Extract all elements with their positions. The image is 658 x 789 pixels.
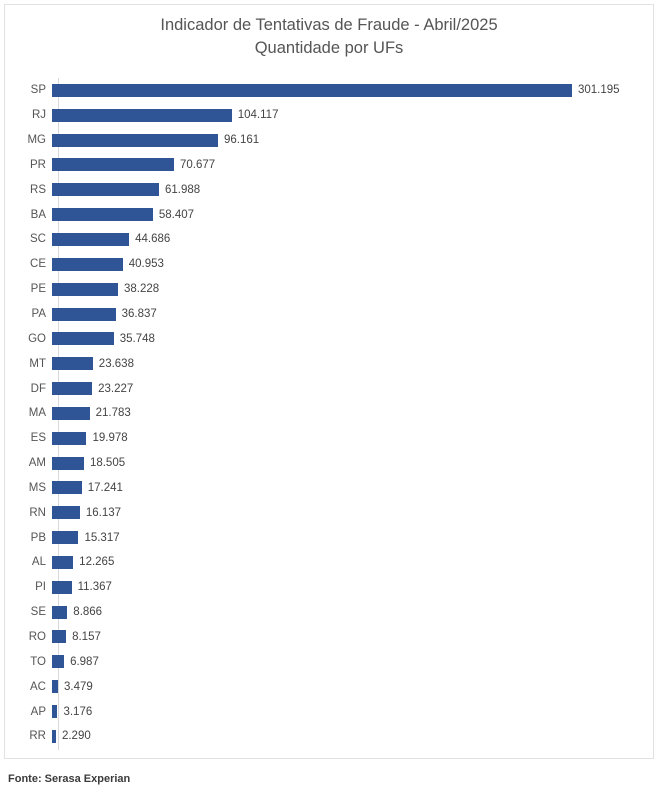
bar-value-label: 301.195 bbox=[578, 84, 620, 97]
category-label: MS bbox=[28, 481, 46, 494]
bar-value-label: 38.228 bbox=[123, 283, 160, 296]
bar bbox=[52, 158, 174, 171]
bar-track bbox=[52, 649, 650, 674]
bar-value-label: 70.677 bbox=[180, 158, 216, 171]
category-label: RN bbox=[29, 506, 46, 519]
category-label: AL bbox=[31, 556, 46, 569]
category-label: TO bbox=[30, 655, 46, 668]
bar-track bbox=[52, 202, 650, 227]
bar-value-label: 21.783 bbox=[95, 407, 131, 420]
bar bbox=[52, 581, 72, 594]
bar-track bbox=[52, 625, 650, 650]
bar-value-label: 17.241 bbox=[87, 481, 123, 494]
bar-row bbox=[8, 426, 650, 451]
bar bbox=[52, 556, 73, 569]
bar-row bbox=[8, 625, 650, 650]
bar-row bbox=[8, 277, 650, 302]
bar-track bbox=[52, 128, 650, 153]
bar bbox=[52, 680, 58, 693]
bar-track bbox=[52, 500, 650, 525]
bar-track bbox=[52, 724, 650, 749]
category-label: AM bbox=[28, 457, 46, 470]
bar-row bbox=[8, 699, 650, 724]
bar-value-label: 2.290 bbox=[61, 730, 91, 743]
category-label: CE bbox=[30, 258, 46, 271]
bar-value-label: 23.227 bbox=[98, 382, 134, 395]
bar bbox=[52, 705, 57, 718]
bar-value-label: 11.367 bbox=[77, 581, 112, 594]
bar-value-label: 104.117 bbox=[237, 109, 279, 122]
bar-track bbox=[52, 153, 650, 178]
bar-row bbox=[8, 326, 650, 351]
bar-track bbox=[52, 426, 650, 451]
bar-track bbox=[52, 302, 650, 327]
category-label: MG bbox=[27, 134, 46, 147]
bar-row bbox=[8, 227, 650, 252]
bar-value-label: 16.137 bbox=[85, 506, 122, 519]
bar bbox=[52, 655, 64, 668]
bar bbox=[52, 332, 114, 345]
category-label: RO bbox=[28, 630, 46, 643]
plot-area bbox=[8, 78, 650, 750]
bar-track bbox=[52, 376, 650, 401]
bar-track bbox=[52, 600, 650, 625]
category-label: MA bbox=[28, 407, 46, 420]
bar-track bbox=[52, 277, 650, 302]
bar-track bbox=[52, 177, 650, 202]
bar-track bbox=[52, 227, 650, 252]
bar-track bbox=[52, 525, 650, 550]
bar-value-label: 3.479 bbox=[64, 680, 93, 693]
bar bbox=[52, 481, 82, 494]
chart-subtitle: Quantidade por UFs bbox=[254, 39, 404, 57]
bar bbox=[52, 606, 67, 619]
bar bbox=[52, 457, 84, 470]
category-label: PI bbox=[35, 581, 46, 594]
bar bbox=[52, 283, 118, 296]
bar-row bbox=[8, 674, 650, 699]
bar-value-label: 96.161 bbox=[224, 134, 260, 147]
bar bbox=[52, 233, 129, 246]
bar-row bbox=[8, 177, 650, 202]
bar bbox=[52, 357, 93, 370]
category-label: AP bbox=[30, 705, 46, 718]
bar-track bbox=[52, 351, 650, 376]
bar-row bbox=[8, 202, 650, 227]
bar-track bbox=[52, 252, 650, 277]
bar-row bbox=[8, 401, 650, 426]
bar-value-label: 35.748 bbox=[119, 332, 155, 345]
bar-row bbox=[8, 376, 650, 401]
bar-row bbox=[8, 351, 650, 376]
category-label: BA bbox=[30, 208, 46, 221]
bar-row bbox=[8, 649, 650, 674]
bar-row bbox=[8, 575, 650, 600]
category-label: RS bbox=[30, 183, 46, 196]
bar-track bbox=[52, 401, 650, 426]
bar-track bbox=[52, 103, 650, 128]
category-label: ES bbox=[30, 432, 46, 445]
bar-row bbox=[8, 302, 650, 327]
bar bbox=[52, 308, 116, 321]
bar bbox=[52, 134, 218, 147]
category-label: SE bbox=[30, 606, 46, 619]
bar-value-label: 8.157 bbox=[72, 630, 101, 643]
bar-value-label: 12.265 bbox=[79, 556, 115, 569]
category-label: PR bbox=[30, 158, 46, 171]
bar-track bbox=[52, 326, 650, 351]
bar-row bbox=[8, 525, 650, 550]
bar-value-label: 61.988 bbox=[165, 183, 201, 196]
category-label: PA bbox=[31, 308, 46, 321]
bar-value-label: 6.987 bbox=[70, 655, 99, 668]
category-label: DF bbox=[30, 382, 46, 395]
category-label: SP bbox=[30, 84, 46, 97]
bar-value-label: 36.837 bbox=[121, 308, 157, 321]
bar bbox=[52, 531, 78, 544]
bar-value-label: 23.638 bbox=[98, 357, 134, 370]
bar-row bbox=[8, 724, 650, 749]
bar-track bbox=[52, 575, 650, 600]
bar-value-label: 3.176 bbox=[63, 705, 93, 718]
bar-value-label: 8.866 bbox=[73, 606, 103, 619]
bar bbox=[52, 258, 123, 271]
bar-track bbox=[52, 699, 650, 724]
bar-value-label: 44.686 bbox=[135, 233, 171, 246]
category-label: PB bbox=[30, 531, 46, 544]
bar bbox=[52, 432, 86, 445]
bar-row bbox=[8, 550, 650, 575]
bar-value-label: 58.407 bbox=[158, 208, 195, 221]
bar-track bbox=[52, 451, 650, 476]
bar-value-label: 19.978 bbox=[92, 432, 128, 445]
bar-track bbox=[52, 550, 650, 575]
chart-title: Indicador de Tentativas de Fraude - Abril/2025 bbox=[160, 16, 498, 34]
bar-value-label: 15.317 bbox=[84, 531, 120, 544]
category-label: MT bbox=[29, 357, 46, 370]
category-label: RR bbox=[29, 730, 46, 743]
category-label: SC bbox=[30, 233, 46, 246]
bar bbox=[52, 183, 159, 196]
bar-row bbox=[8, 78, 650, 103]
bar-value-label: 40.953 bbox=[128, 258, 164, 271]
bar-row bbox=[8, 476, 650, 501]
bar-row bbox=[8, 600, 650, 625]
bar-row bbox=[8, 451, 650, 476]
bar bbox=[52, 109, 232, 122]
bar bbox=[52, 84, 572, 97]
bar-row bbox=[8, 128, 650, 153]
category-label: PE bbox=[30, 283, 46, 296]
bar bbox=[52, 630, 66, 643]
bar-track bbox=[52, 476, 650, 501]
source-note: Fonte: Serasa Experian bbox=[8, 773, 131, 785]
bar-track bbox=[52, 674, 650, 699]
bar-row bbox=[8, 500, 650, 525]
bar bbox=[52, 382, 92, 395]
bar bbox=[52, 407, 90, 420]
chart-title-block bbox=[0, 14, 658, 60]
bar bbox=[52, 730, 56, 743]
category-label: RJ bbox=[31, 109, 46, 122]
bar-track bbox=[52, 78, 650, 103]
bar-row bbox=[8, 153, 650, 178]
bar-value-label: 18.505 bbox=[89, 457, 126, 470]
category-label: AC bbox=[30, 680, 46, 693]
bar-row bbox=[8, 103, 650, 128]
bar bbox=[52, 208, 153, 221]
bar-row bbox=[8, 252, 650, 277]
bar bbox=[52, 506, 80, 519]
category-label: GO bbox=[28, 332, 46, 345]
